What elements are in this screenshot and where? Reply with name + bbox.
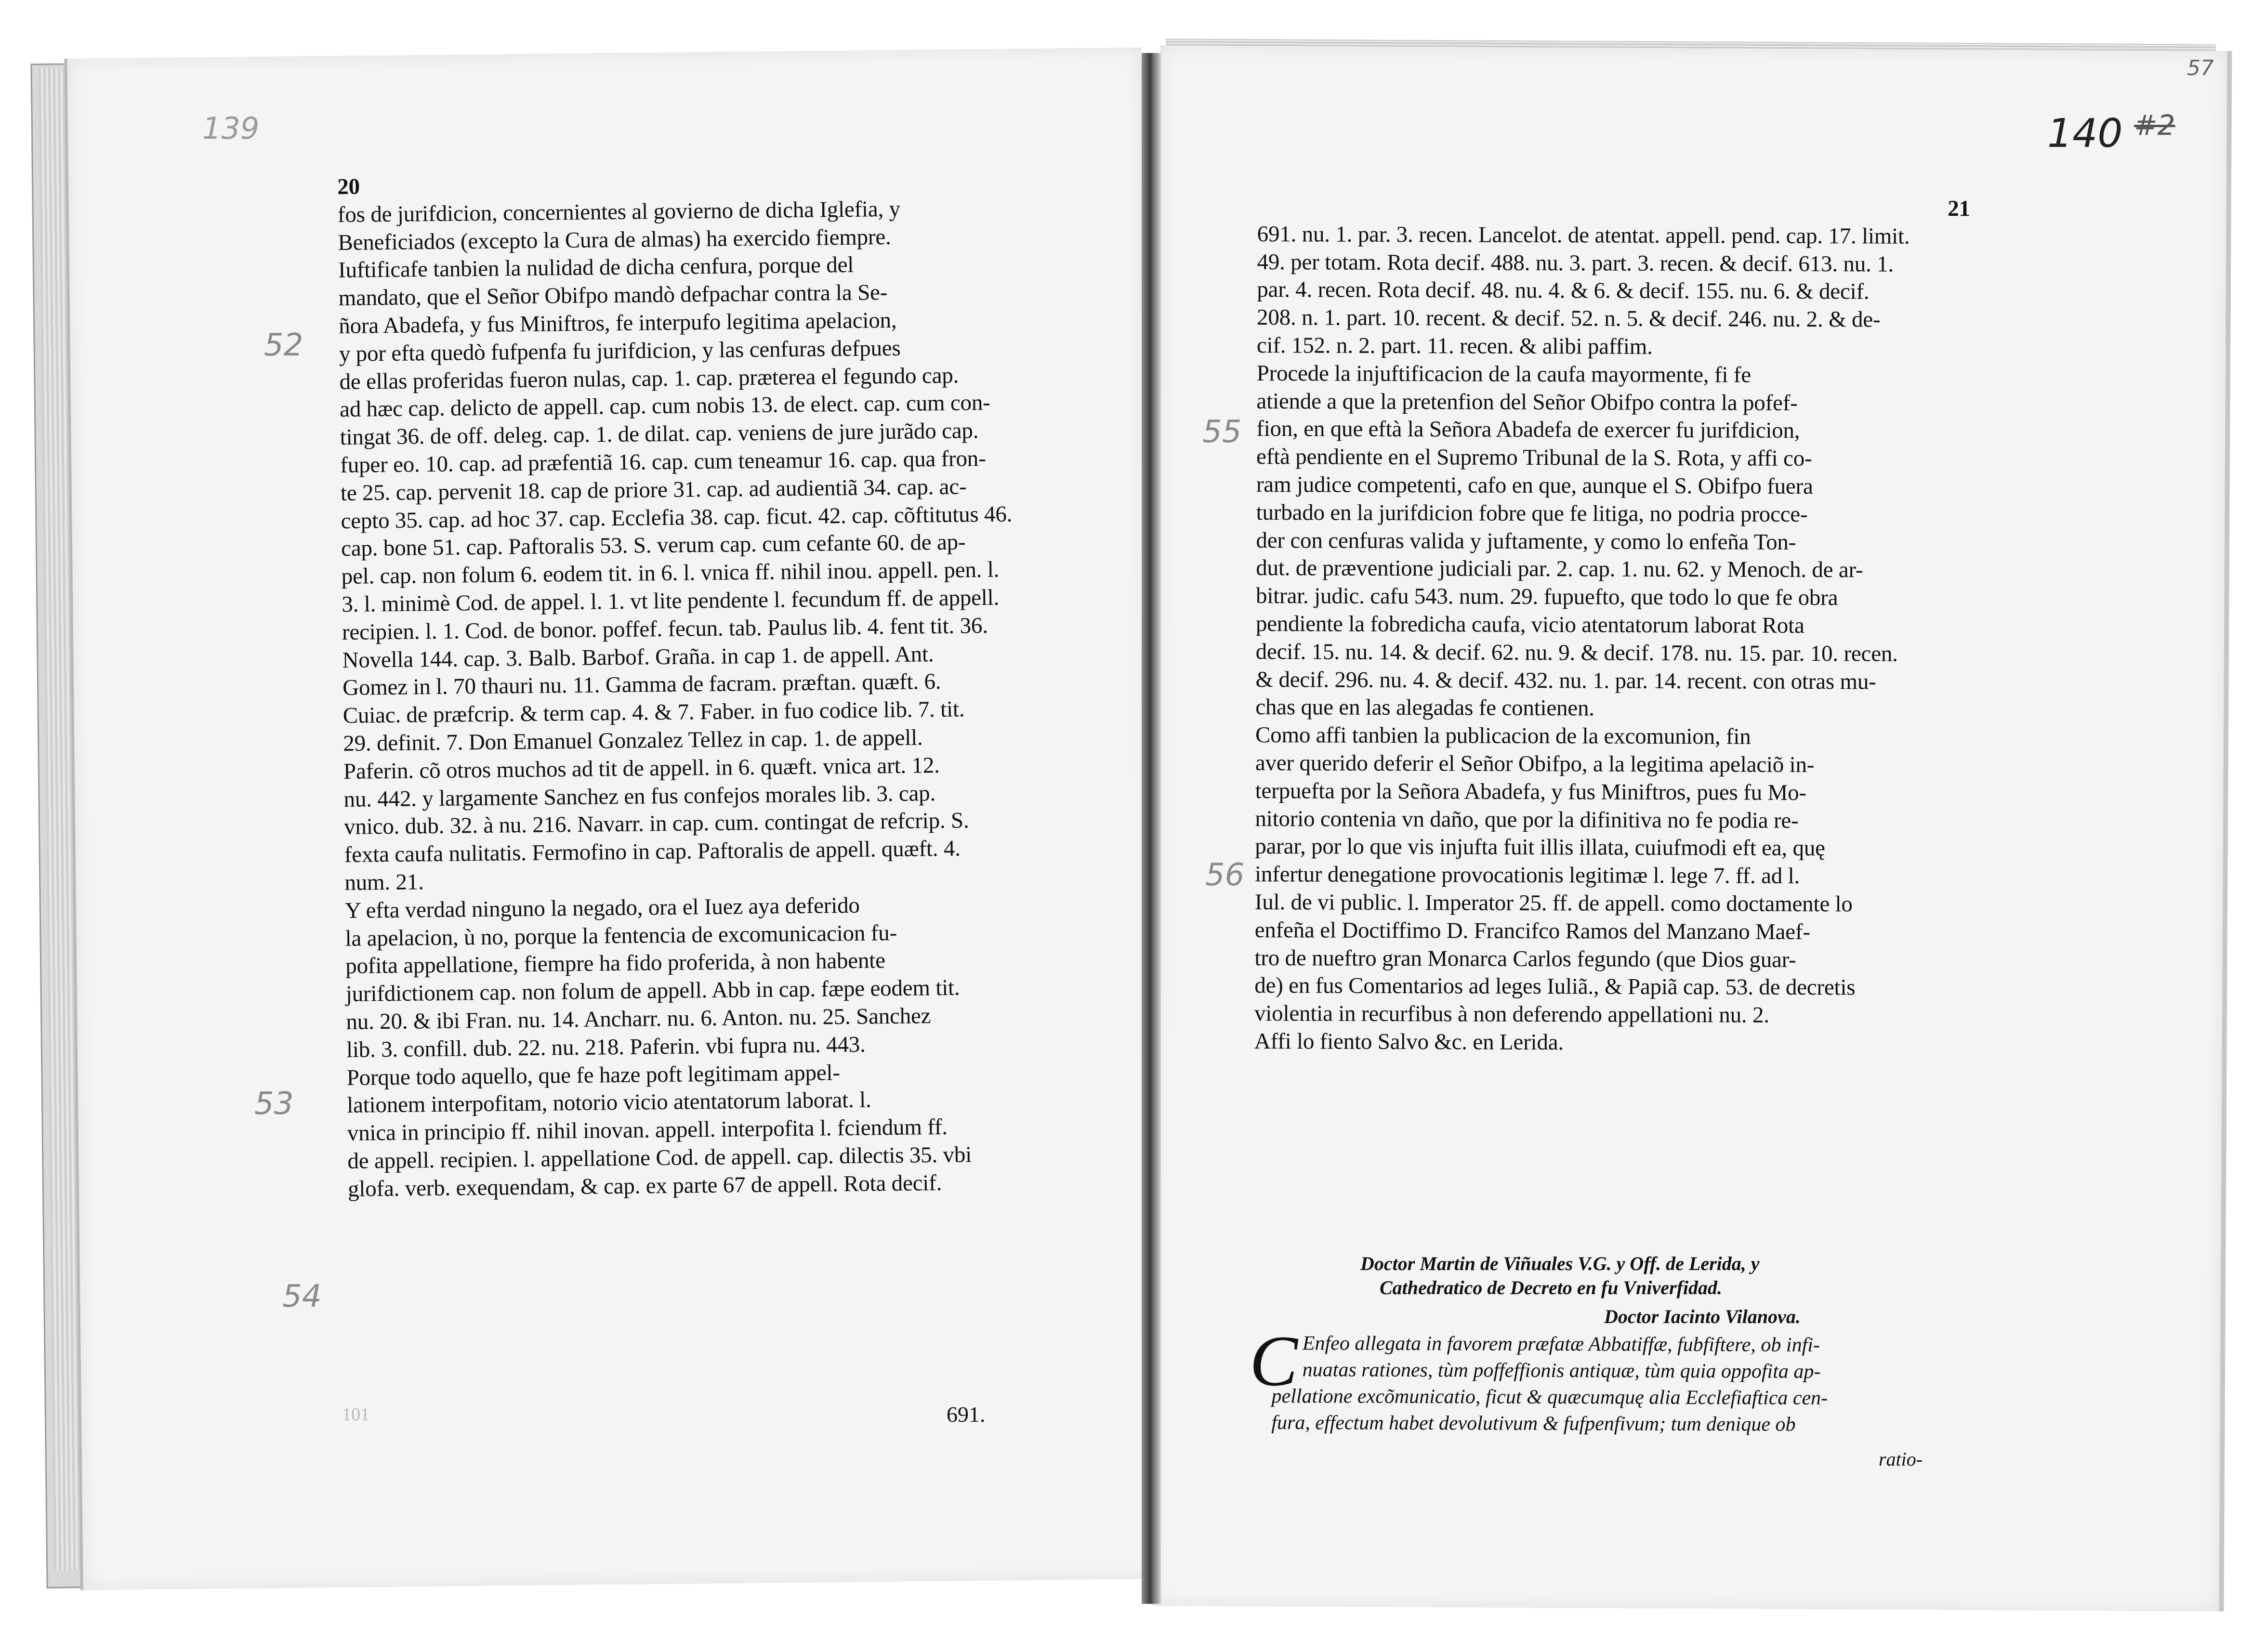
text-line: cap. bone 51. cap. Paftoralis 53. S. verum cap. cum cefante 60. de ap- — [341, 529, 966, 562]
text-line: dut. de præventione judiciali par. 2. cap. 1. nu. 62. y Menoch. de ar- — [1256, 555, 1863, 583]
text-line: 29. definit. 7. Don Emanuel Gonzalez Tellez in cap. 1. de appell. — [343, 725, 923, 756]
text-line: de appell. recipien. l. appellatione Cod. de appell. cap. dilectis 35. vbi — [347, 1142, 972, 1174]
right-page-body — [1254, 193, 1970, 1058]
text-line: 3. l. minimè Cod. de appel. l. 1. vt lite pendente l. fecundum ff. de appell. — [342, 585, 1000, 617]
text-line: tingat 36. de off. deleg. cap. 1. de dilat. cap. veniens de jure jurãdo cap. — [340, 418, 979, 450]
right-catchword: ratio- — [1879, 1448, 1923, 1470]
signature-line: Cathedratico de Decreto en fu Vniverfidad. — [1380, 1277, 1723, 1298]
text-line: nuatas rationes, tùm poffeffionis antiquæ, tùm quia oppofita ap- — [1302, 1359, 1821, 1383]
text-line: y por efta quedò fufpenfa fu jurifdicion, y las cenfuras defpues — [339, 335, 901, 367]
text-line: nu. 20. & ibi Fran. nu. 14. Ancharr. nu. 6. Anton. nu. 25. Sanchez — [346, 1003, 931, 1035]
text-line: tro de nueftro gran Monarca Carlos fegundo (que Dios guar- — [1254, 945, 1796, 972]
text-line: Paferin. cõ otros muchos ad tit de appell. in 6. quæft. vnica art. 12. — [343, 752, 940, 784]
text-line: turbado en la jurifdicion fobre que fe litiga, no podria procce- — [1256, 499, 1808, 527]
text-line: ñora Abadefa, y fus Miniftros, fe interpufo legitima apelacion, — [339, 307, 897, 339]
text-line: de ellas proferidas fueron nulas, cap. 1. cap. præterea el fegundo cap. — [339, 363, 959, 394]
text-line: enfeña el Doctiffimo D. Francifco Ramos del Manzano Maef- — [1254, 917, 1810, 944]
text-line: 691. nu. 1. par. 3. recen. Lancelot. de atentat. appell. pend. cap. 17. limit. — [1257, 221, 1910, 249]
text-line: Porque todo aquello, que fe haze poft legitimam appel- — [346, 1060, 841, 1090]
text-line: Y efta verdad ninguno la negado, ora el Iuez aya deferido — [344, 892, 860, 923]
text-line: 49. per totam. Rota decif. 488. nu. 3. part. 3. recen. & decif. 613. nu. 1. — [1257, 249, 1894, 277]
text-line: Como affi tanbien la publicacion de la excomunion, fin — [1255, 722, 1751, 749]
text-line: & decif. 296. nu. 4. & decif. 432. nu. 1. par. 14. recent. con otras mu- — [1255, 667, 1876, 695]
text-line: cif. 152. n. 2. part. 11. recen. & alibi paffim. — [1256, 332, 1653, 359]
text-line: Procede la injuftificacion de la caufa mayormente, fi fe — [1256, 360, 1751, 388]
text-line: 208. n. 1. part. 10. recent. & decif. 52. n. 5. & decif. 246. nu. 2. & de- — [1257, 305, 1881, 332]
text-line: Iuftificafe tanbien la nulidad de dicha cenfura, porque del — [338, 252, 854, 283]
text-line: Affi lo fiento Salvo &c. en Lerida. — [1254, 1028, 1564, 1055]
text-line: infertur denegatione provocationis legitimæ l. lege 7. ff. ad l. — [1254, 862, 1800, 889]
text-line: num. 21. — [344, 869, 424, 895]
margin-number: 52 — [264, 328, 303, 363]
text-line: eftà pendiente en el Supremo Tribunal de la S. Rota, y affi co- — [1256, 444, 1812, 472]
handwritten-folio-number: 140 — [2047, 111, 2123, 157]
text-line: par. 4. recen. Rota decif. 48. nu. 4. & 6. & decif. 155. nu. 6. & decif. — [1257, 277, 1870, 304]
text-line: fexta caufa nulitatis. Fermofino in cap. Paftoralis de appell. quæft. 4. — [344, 836, 961, 868]
text-line: Cuiac. de præfcrip. & term cap. 4. & 7. Faber. in fuo codice lib. 7. tit. — [342, 696, 965, 729]
text-line: Beneficiados (excepto la Cura de almas) ha exercido fiempre. — [338, 224, 891, 255]
text-line: Novella 144. cap. 3. Balb. Barbof. Graña. in cap 1. de appell. Ant. — [342, 641, 934, 673]
text-line: decif. 15. nu. 14. & decif. 62. nu. 9. & decif. 178. nu. 15. par. 10. recen. — [1255, 639, 1898, 667]
text-line: nitorio contenia vn daño, que por la difinitiva no fe podia re- — [1255, 806, 1799, 833]
text-line: pofita appellatione, fiempre ha fido proferida, à non habente — [345, 948, 886, 979]
text-line: atiende a que la pretenfion del Señor Obifpo contra la pofef- — [1256, 388, 1798, 416]
text-line: la apelacion, ù no, porque la fentencia de excomunicacion fu- — [345, 920, 897, 951]
text-line: fion, en que eftà la Señora Abadefa de exercer fu jurifdicion, — [1256, 416, 1800, 444]
bleed-through-text: 101 — [342, 1404, 369, 1425]
text-line: bitrar. judic. cafu 543. num. 29. fupuefto, que todo lo que fe obra — [1255, 583, 1838, 611]
latin-conclusion — [1271, 1330, 1975, 1439]
text-line: pel. cap. non folum 6. eodem tit. in 6. l. vnica ff. nihil inou. appell. pen. l. — [341, 557, 1000, 590]
text-line: ad hæc cap. delicto de appell. cap. cum nobis 13. de elect. cap. cum con- — [339, 390, 990, 422]
margin-number: 54 — [282, 1279, 322, 1314]
text-line: cepto 35. cap. ad hoc 37. cap. Ecclefia 38. cap. ficut. 42. cap. cõftitutus 46. — [341, 501, 1013, 534]
text-line: Iul. de vi public. l. Imperator 25. ff. de appell. como doctamente lo — [1254, 889, 1853, 917]
text-line: pendiente la fobredicha caufa, vicio atentatorum laborat Rota — [1255, 611, 1804, 638]
left-page-body — [337, 166, 1061, 1204]
margin-number: 53 — [254, 1086, 294, 1122]
faded-folio-number: 139 — [202, 111, 260, 146]
signature-line: Doctor Martin de Viñuales V.G. y Off. de Lerida, y — [1360, 1253, 1760, 1274]
text-line: jurifdictionem cap. non folum de appell. Abb in cap. fæpe eodem tit. — [345, 975, 960, 1007]
text-line: terpuefta por la Señora Abadefa, y fus Miniftros, pues fu Mo- — [1255, 778, 1806, 805]
text-line: lationem interpofitam, notorio vicio atentatorum laborat. l. — [346, 1087, 871, 1118]
text-line: fura, effectum habet devolutivum & fufpenfivum; tum denique ob — [1271, 1411, 1796, 1436]
text-line: lib. 3. confill. dub. 22. nu. 218. Paferin. vbi fupra nu. 443. — [346, 1032, 866, 1062]
struck-folio-mark: #2 — [2134, 109, 2175, 142]
text-line: recipien. l. 1. Cod. de bonor. poffef. fecun. tab. Paulus lib. 4. fent tit. 36. — [342, 613, 988, 645]
text-line: violentia in recurfibus à non deferendo appellationi nu. 2. — [1254, 1001, 1769, 1028]
right-page-number: 21 — [1948, 196, 1970, 222]
left-catchword: 691. — [947, 1402, 986, 1427]
text-line: vnico. dub. 32. à nu. 216. Navarr. in cap. cum. contingat de refcrip. S. — [343, 808, 969, 840]
text-line: glofa. verb. exequendam, & cap. ex parte 67 de appell. Rota decif. — [347, 1170, 942, 1202]
text-line: parar, por lo que vis injufta fuit illis illata, cuiufmodi eft ea, quę — [1255, 834, 1825, 861]
text-line: pellatione excõmunicatio, ficut & quæcumquę alia Ecclefiaftica cen- — [1271, 1385, 1828, 1410]
signature-line: Doctor Iacinto Vilanova. — [1604, 1306, 1801, 1327]
text-line: fos de jurifdicion, concernientes al govierno de dicha Iglefia, y — [337, 196, 901, 227]
book-gutter — [1142, 53, 1161, 1604]
text-line: der con cenfuras valida y juftamente, y como lo enfeña Ton- — [1256, 527, 1796, 555]
text-line: mandato, que el Señor Obifpo mandò defpachar contra la Se- — [338, 280, 888, 311]
text-line: te 25. cap. pervenit 18. cap de priore 31. cap. ad audientiã 34. cap. ac- — [340, 474, 967, 506]
text-line: ram judice competenti, cafo en que, aunque el S. Obifpo fuera — [1256, 472, 1813, 499]
text-line: chas que en las alegadas fe contienen. — [1255, 695, 1594, 721]
left-page-number: 20 — [337, 174, 360, 199]
drop-cap: C — [1250, 1321, 1298, 1401]
corner-mark: 57 — [2187, 56, 2214, 80]
text-line: vnica in principio ff. nihil inovan. appell. interpofita l. fciendum ff. — [347, 1114, 948, 1146]
text-line: Gomez in l. 70 thauri nu. 11. Gamma de facram. præftan. quæft. 6. — [342, 669, 941, 701]
margin-number: 56 — [1205, 857, 1245, 893]
text-line: nu. 442. y largamente Sanchez en fus confejos morales lib. 3. cap. — [343, 780, 936, 812]
text-line: aver querido deferir el Señor Obifpo, a la legitima apelaciõ in- — [1255, 750, 1815, 777]
margin-number: 55 — [1202, 414, 1242, 450]
text-line: fuper eo. 10. cap. ad præfentiã 16. cap. cum teneamur 16. cap. qua fron- — [340, 446, 986, 478]
text-line: de) en fus Comentarios ad leges Iuliã., & Papiã cap. 53. de decretis — [1254, 973, 1856, 1000]
text-line: Enfeo allegata in favorem præfatæ Abbatiffæ, fubfiftere, ob infi- — [1302, 1332, 1820, 1356]
